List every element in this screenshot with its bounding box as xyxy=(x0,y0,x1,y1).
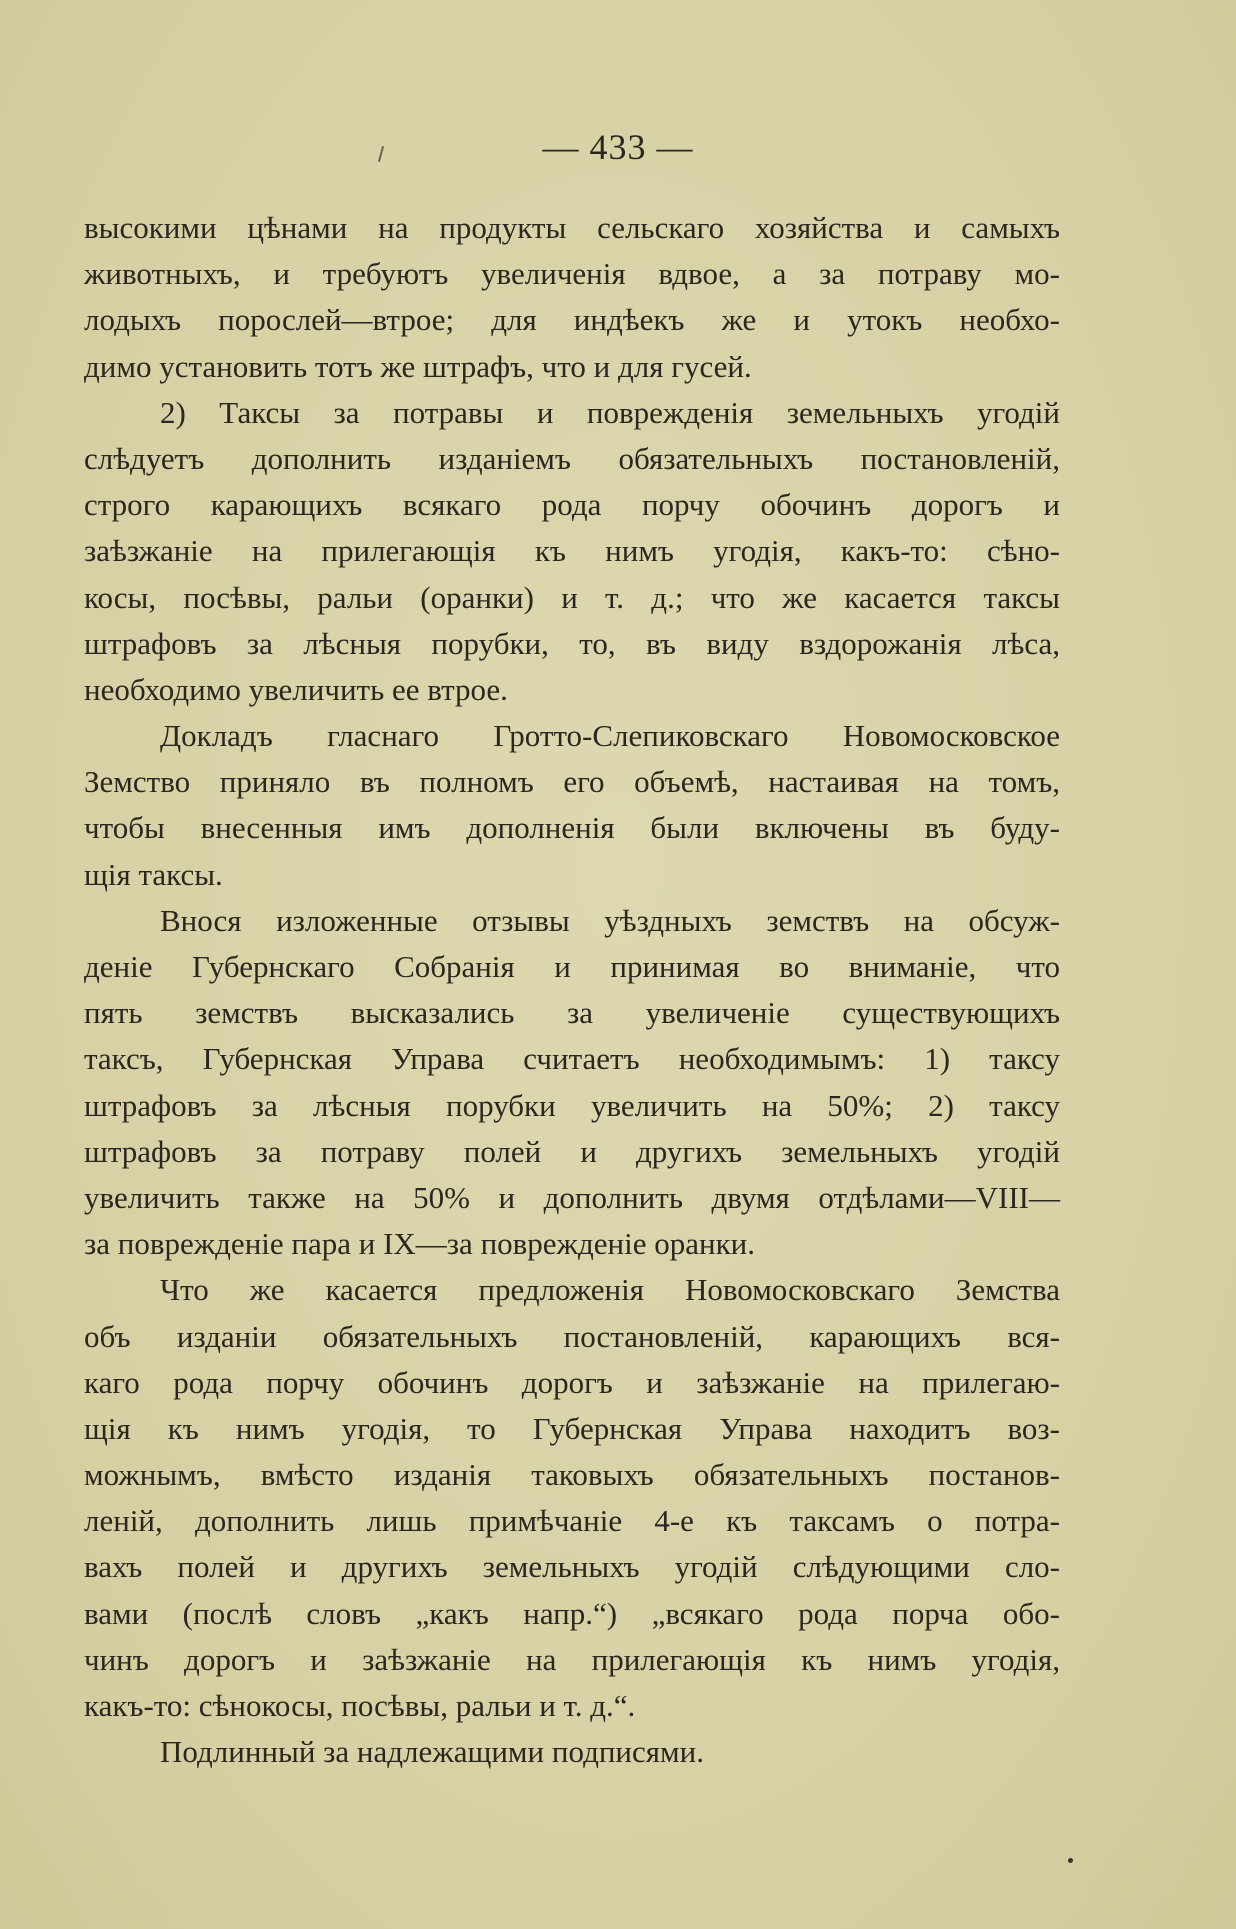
text-line: Земство приняло въ полномъ его объемѣ, настаивая на томъ, xyxy=(84,764,1060,800)
text-line: необходимо увеличить ее втрое. xyxy=(84,671,508,707)
text-line: высокими цѣнами на продукты сельскаго хозяйства и самыхъ xyxy=(84,210,1060,245)
page-number: — 433 — xyxy=(542,127,694,167)
text-line: какъ-то: сѣнокосы, посѣвы, ральи и т. д.“. xyxy=(84,1688,636,1723)
text-line: каго рода порчу обочинъ дорогъ и заѣзжаніе на прилегаю- xyxy=(84,1364,1060,1400)
text-line: чтобы внесенныя имъ дополненія были включены въ буду- xyxy=(84,810,1060,846)
text-line: за поврежденіе пара и IX—за поврежденіе оранки. xyxy=(84,1226,755,1262)
text-line: штрафовъ за лѣсныя порубки увеличить на 50%; 2) таксу xyxy=(84,1087,1060,1123)
text-line: можнымъ, вмѣсто изданія таковыхъ обязательныхъ постанов- xyxy=(84,1457,1060,1493)
text-line: штрафовъ за лѣсныя порубки, то, въ виду вздорожанія лѣса, xyxy=(84,625,1060,661)
body-text xyxy=(84,205,1060,1775)
text-line: Что же касается предложенія Новомосковскаго Земства xyxy=(160,1272,1060,1308)
text-line: Подлинный за надлежащими подписями. xyxy=(160,1734,704,1770)
text-line: заѣзжаніе на прилегающія къ нимъ угодія, какъ-то: сѣно- xyxy=(84,533,1060,569)
text-line: димо установить тотъ же штрафъ, что и для гусей. xyxy=(84,348,752,384)
text-line: леній, дополнить лишь примѣчаніе 4-е къ таксамъ о потра- xyxy=(84,1503,1060,1539)
text-line: слѣдуетъ дополнить изданіемъ обязательныхъ постановленій, xyxy=(84,440,1060,476)
text-line: щія къ нимъ угодія, то Губернская Управа находитъ воз- xyxy=(84,1410,1060,1446)
text-line: косы, посѣвы, ральи (оранки) и т. д.; что же касается таксы xyxy=(84,579,1060,615)
text-line: таксъ, Губернская Управа считаетъ необходимымъ: 1) таксу xyxy=(84,1041,1060,1077)
text-line: объ изданіи обязательныхъ постановленій, карающихъ вся- xyxy=(84,1318,1060,1354)
ink-dot xyxy=(1068,1858,1073,1863)
text-line: деніе Губернскаго Собранія и принимая во вниманіе, что xyxy=(84,949,1060,984)
text-line: чинъ дорогъ и заѣзжаніе на прилегающія къ нимъ угодія, xyxy=(84,1641,1060,1677)
text-line: лодыхъ порослей—втрое; для индѣекъ же и утокъ необхо- xyxy=(84,302,1060,338)
text-line: вами (послѣ словъ „какъ напр.“) „всякаго рода порча обо- xyxy=(84,1595,1060,1631)
text-line: 2) Таксы за потравы и поврежденія земельныхъ угодій xyxy=(160,394,1060,430)
text-line: щія таксы. xyxy=(84,856,223,892)
text-line: строго карающихъ всякаго рода порчу обочинъ дорогъ и xyxy=(84,487,1060,523)
text-line: Внося изложенные отзывы уѣздныхъ земствъ на обсуж- xyxy=(160,902,1060,938)
text-line: увеличить также на 50% и дополнить двумя отдѣлами—VIII— xyxy=(84,1179,1060,1215)
text-line: вахъ полей и другихъ земельныхъ угодій слѣдующими сло- xyxy=(84,1549,1060,1585)
text-line: штрафовъ за потраву полей и другихъ земельныхъ угодій xyxy=(84,1133,1060,1169)
text-line: животныхъ, и требуютъ увеличенія вдвое, а за потраву мо- xyxy=(84,256,1060,292)
text-line: пять земствъ высказались за увеличеніе существующихъ xyxy=(84,995,1060,1031)
text-line: Докладъ гласнаго Гротто-Слепиковскаго Новомосковское xyxy=(160,718,1060,754)
